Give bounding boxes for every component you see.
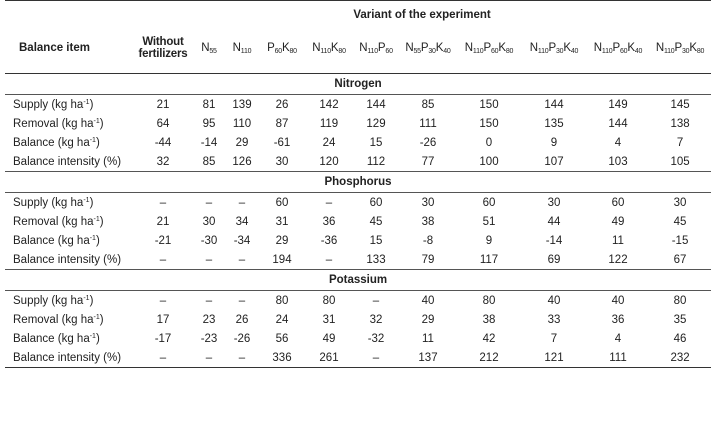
row-label-end: ): [99, 117, 104, 130]
table-cell: -36: [320, 234, 338, 247]
variant-header-10: [649, 23, 711, 74]
table-cell: 30: [547, 196, 561, 209]
variant-symbol: K: [435, 41, 444, 54]
variant-header-1: [193, 23, 225, 74]
row-label-text: Balance (kg ha: [13, 332, 90, 345]
table-cell: –: [205, 196, 213, 209]
variant-subscript: 40: [634, 47, 643, 55]
table-cell: -34: [233, 234, 251, 247]
row-label: [5, 95, 133, 115]
table-cell: 80: [275, 294, 289, 307]
variant-subscript: 110: [472, 47, 484, 55]
table-cell: 129: [366, 117, 386, 130]
table-cell: 31: [322, 313, 336, 326]
table-cell: -61: [273, 136, 291, 149]
table-cell: 32: [156, 155, 170, 168]
table-cell: 7: [550, 332, 558, 345]
table-cell: 261: [319, 351, 339, 364]
table-cell: –: [205, 253, 213, 266]
table-cell: 67: [673, 253, 687, 266]
variant-subscript: 60: [385, 47, 393, 55]
table-cell: 30: [202, 215, 216, 228]
nutrient-balance-table: [5, 0, 711, 368]
table-cell: 80: [673, 294, 687, 307]
table-cell: –: [238, 294, 246, 307]
section-row: [5, 270, 711, 291]
table-cell: -26: [233, 332, 251, 345]
variant-symbol: N: [359, 41, 368, 54]
row-label-superscript: -1: [83, 196, 90, 204]
variant-subscript: 110: [663, 47, 675, 55]
table-cell: 49: [611, 215, 625, 228]
row-label-end: ): [95, 332, 100, 345]
table-cell: 60: [611, 196, 625, 209]
table-cell: -15: [671, 234, 689, 247]
row-label-text: Balance intensity (%): [13, 351, 122, 364]
variant-title: Variant of the experiment: [353, 9, 491, 21]
section-title: Nitrogen: [334, 78, 382, 90]
table-cell: 38: [482, 313, 496, 326]
table-cell: -30: [200, 234, 218, 247]
table-cell: 44: [547, 215, 561, 228]
row-label: [5, 329, 133, 348]
table-cell: 112: [366, 155, 386, 168]
table-cell: –: [159, 196, 167, 209]
table-cell: 23: [202, 313, 216, 326]
table-cell: 145: [670, 98, 690, 111]
table-cell: 40: [611, 294, 625, 307]
table-cell: 103: [608, 155, 628, 168]
table-cell: 29: [235, 136, 249, 149]
variant-symbol: P: [267, 41, 275, 54]
row-label-superscript: -1: [89, 234, 96, 242]
section-row: [5, 74, 711, 95]
table-cell: 15: [369, 234, 383, 247]
table-cell: -8: [422, 234, 434, 247]
table-cell: 194: [272, 253, 292, 266]
table-cell: 133: [366, 253, 386, 266]
table-cell: 4: [614, 136, 622, 149]
row-label: [5, 193, 133, 213]
table-cell: 336: [272, 351, 292, 364]
table-cell: 36: [611, 313, 625, 326]
table-cell: 31: [275, 215, 289, 228]
table-cell: -17: [154, 332, 172, 345]
variant-subscript: 40: [443, 47, 451, 55]
table-cell: 150: [479, 117, 499, 130]
row-label: [5, 291, 133, 311]
table-cell: 11: [422, 332, 434, 345]
table-cell: 51: [482, 215, 496, 228]
variant-header-2: [225, 23, 259, 74]
variant-header-3: [259, 23, 305, 74]
row-label: [5, 310, 133, 329]
row-label-superscript: -1: [83, 98, 90, 106]
row-label: [5, 231, 133, 250]
row-label-superscript: -1: [93, 313, 100, 321]
table-cell: 137: [418, 351, 438, 364]
table-cell: 38: [421, 215, 435, 228]
table-cell: 9: [550, 136, 558, 149]
row-label-superscript: -1: [89, 136, 96, 144]
section-row: [5, 172, 711, 193]
variant-symbol: N: [655, 41, 664, 54]
variant-header-4: [305, 23, 353, 74]
table-cell: 24: [322, 136, 336, 149]
table-cell: 126: [232, 155, 252, 168]
table-cell: 232: [670, 351, 690, 364]
table-cell: –: [238, 253, 246, 266]
variant-subscript: 40: [570, 47, 579, 55]
variant-symbol: N: [405, 41, 414, 54]
table-cell: 110: [232, 117, 252, 130]
table-cell: -26: [419, 136, 437, 149]
variant-header-7: [457, 23, 521, 74]
table-row: [5, 152, 711, 172]
table-cell: 69: [547, 253, 561, 266]
variant-symbol: K: [627, 41, 635, 54]
table-row: [5, 231, 711, 250]
table-cell: 81: [202, 98, 216, 111]
table-cell: 32: [369, 313, 383, 326]
variant-header-6: [399, 23, 457, 74]
table-cell: 77: [421, 155, 435, 168]
row-label-end: ): [95, 136, 100, 149]
variant-subscript: 30: [555, 47, 564, 55]
table-cell: –: [372, 294, 380, 307]
table-cell: 142: [319, 98, 339, 111]
table-cell: -21: [154, 234, 172, 247]
table-cell: 30: [421, 196, 435, 209]
row-label-end: ): [99, 313, 104, 326]
table-cell: 85: [202, 155, 216, 168]
variant-symbol: P: [377, 41, 386, 54]
table-cell: 34: [235, 215, 249, 228]
row-label-end: ): [89, 98, 94, 111]
table-cell: 56: [275, 332, 289, 345]
table-cell: –: [372, 351, 380, 364]
row-label-text: Balance intensity (%): [13, 155, 122, 168]
variant-subscript: 60: [619, 47, 628, 55]
table-cell: 46: [673, 332, 687, 345]
table-cell: 107: [544, 155, 564, 168]
table-cell: 33: [547, 313, 561, 326]
variant-subscript: 30: [428, 47, 436, 55]
variant-symbol: K: [563, 41, 571, 54]
table-cell: 80: [322, 294, 336, 307]
table-cell: 21: [156, 98, 170, 111]
row-label: [5, 348, 133, 368]
table-cell: 138: [670, 117, 690, 130]
variant-symbol: N: [464, 41, 473, 54]
row-label-end: ): [99, 215, 104, 228]
table-cell: 60: [369, 196, 383, 209]
variant-subscript: 80: [505, 47, 514, 55]
table-cell: –: [159, 351, 167, 364]
table-cell: 17: [156, 313, 170, 326]
table-cell: 24: [275, 313, 289, 326]
table-cell: 21: [156, 215, 170, 228]
balance-item-header: Balance item: [19, 42, 90, 54]
variant-subscript: 80: [289, 47, 297, 55]
table-cell: 4: [614, 332, 622, 345]
table-cell: 30: [275, 155, 289, 168]
table-cell: –: [238, 351, 246, 364]
table-cell: 149: [608, 98, 628, 111]
row-label: [5, 250, 133, 270]
variant-subscript: 60: [274, 47, 282, 55]
table-body: [5, 74, 711, 368]
row-label: [5, 152, 133, 172]
row-label-text: Balance intensity (%): [13, 253, 122, 266]
table-cell: 111: [609, 351, 627, 364]
variant-symbol: N: [232, 41, 241, 54]
table-cell: 144: [544, 98, 564, 111]
row-label-text: Supply (kg ha: [13, 98, 84, 111]
variant-subscript: 60: [490, 47, 499, 55]
table-cell: 95: [202, 117, 216, 130]
table-cell: 64: [156, 117, 170, 130]
section-title: Phosphorus: [324, 176, 392, 188]
table-cell: 117: [479, 253, 499, 266]
table-row: [5, 250, 711, 270]
table-row: [5, 310, 711, 329]
table-cell: 60: [482, 196, 496, 209]
table-row: [5, 348, 711, 368]
row-label-text: Removal (kg ha: [13, 313, 94, 326]
table-cell: -32: [367, 332, 385, 345]
table-cell: 40: [421, 294, 435, 307]
variant-subscript: 110: [320, 47, 331, 55]
variant-header-5: [353, 23, 399, 74]
row-label: [5, 114, 133, 133]
table-row: [5, 193, 711, 213]
variant-symbol: N: [312, 41, 321, 54]
row-label-text: Removal (kg ha: [13, 215, 94, 228]
table-cell: 144: [366, 98, 386, 111]
row-label-superscript: -1: [93, 117, 100, 125]
variant-subscript: 110: [367, 47, 378, 55]
table-row: [5, 212, 711, 231]
table-row: [5, 133, 711, 152]
row-label-text: Supply (kg ha: [13, 196, 84, 209]
table-cell: 135: [544, 117, 564, 130]
variant-subscript: 30: [681, 47, 690, 55]
variant-symbol: Without: [142, 36, 184, 48]
table-cell: –: [325, 196, 333, 209]
table-cell: 35: [673, 313, 687, 326]
table-cell: 212: [479, 351, 499, 364]
variant-subscript: 80: [338, 47, 346, 55]
variant-header-0: [133, 23, 193, 74]
header-spacer: [5, 1, 133, 24]
table-cell: -14: [200, 136, 218, 149]
section-title: Potassium: [328, 274, 388, 286]
table-cell: 30: [673, 196, 687, 209]
table-cell: 29: [275, 234, 289, 247]
table-cell: 85: [421, 98, 435, 111]
table-cell: 150: [479, 98, 499, 111]
row-label-superscript: -1: [93, 215, 100, 223]
table-cell: 144: [608, 117, 628, 130]
table-cell: -23: [200, 332, 218, 345]
table-cell: 139: [232, 98, 252, 111]
row-label-end: ): [89, 196, 94, 209]
variant-subscript: 55: [413, 47, 421, 55]
table-cell: –: [205, 351, 213, 364]
table-cell: -14: [545, 234, 563, 247]
table-cell: 15: [369, 136, 383, 149]
variant-symbol: fertilizers: [138, 48, 188, 60]
variant-header-9: [587, 23, 649, 74]
table-cell: 42: [482, 332, 496, 345]
table-cell: 40: [547, 294, 561, 307]
table-cell: –: [159, 253, 167, 266]
table-header: [5, 1, 711, 74]
table-cell: 0: [485, 136, 493, 149]
table-cell: 122: [608, 253, 628, 266]
variant-symbol: K: [330, 41, 339, 54]
row-label-text: Removal (kg ha: [13, 117, 94, 130]
table-row: [5, 291, 711, 311]
table-cell: 80: [482, 294, 496, 307]
variant-subscript: 80: [696, 47, 705, 55]
table-cell: 100: [479, 155, 499, 168]
row-label-superscript: -1: [89, 332, 96, 340]
table-cell: 105: [670, 155, 690, 168]
table-cell: 87: [275, 117, 289, 130]
variant-symbol: P: [612, 41, 620, 54]
table-cell: 121: [544, 351, 564, 364]
row-label: [5, 212, 133, 231]
variant-header-8: [521, 23, 587, 74]
table-row: [5, 95, 711, 115]
table-cell: –: [238, 196, 246, 209]
variant-symbol: N: [529, 41, 538, 54]
table-cell: 79: [421, 253, 435, 266]
table-cell: 49: [322, 332, 336, 345]
table-cell: 26: [235, 313, 249, 326]
row-label-end: ): [95, 234, 100, 247]
table-cell: –: [205, 294, 213, 307]
table-cell: 7: [676, 136, 684, 149]
table-cell: 120: [319, 155, 339, 168]
table-cell: 119: [319, 117, 339, 130]
row-label-end: ): [89, 294, 94, 307]
variant-symbol: K: [282, 41, 290, 54]
table-cell: –: [159, 294, 167, 307]
table-row: [5, 329, 711, 348]
table-cell: 111: [419, 117, 437, 130]
variant-subscript: 110: [537, 47, 549, 55]
table-cell: 26: [275, 98, 289, 111]
table-row: [5, 114, 711, 133]
row-label-text: Balance (kg ha: [13, 136, 90, 149]
variant-symbol: N: [201, 41, 210, 54]
row-label-text: Balance (kg ha: [13, 234, 90, 247]
table-cell: 36: [322, 215, 336, 228]
variant-symbol: K: [689, 41, 697, 54]
table-cell: 11: [612, 234, 624, 247]
table-cell: 45: [673, 215, 687, 228]
table-cell: 9: [485, 234, 493, 247]
variant-subscript: 110: [240, 47, 252, 55]
table-cell: 60: [275, 196, 289, 209]
variant-subscript: 55: [209, 47, 217, 55]
variant-symbol: P: [674, 41, 682, 54]
variant-subscript: 110: [601, 47, 613, 55]
row-label-text: Supply (kg ha: [13, 294, 84, 307]
variant-symbol: K: [498, 41, 506, 54]
row-label-superscript: -1: [83, 294, 90, 302]
table-cell: –: [325, 253, 333, 266]
table-cell: 29: [421, 313, 435, 326]
variant-symbol: P: [548, 41, 556, 54]
variant-symbol: P: [420, 41, 429, 54]
row-label: [5, 133, 133, 152]
variant-symbol: N: [593, 41, 602, 54]
variant-symbol: P: [483, 41, 491, 54]
table-cell: 45: [369, 215, 383, 228]
table-cell: -44: [154, 136, 172, 149]
